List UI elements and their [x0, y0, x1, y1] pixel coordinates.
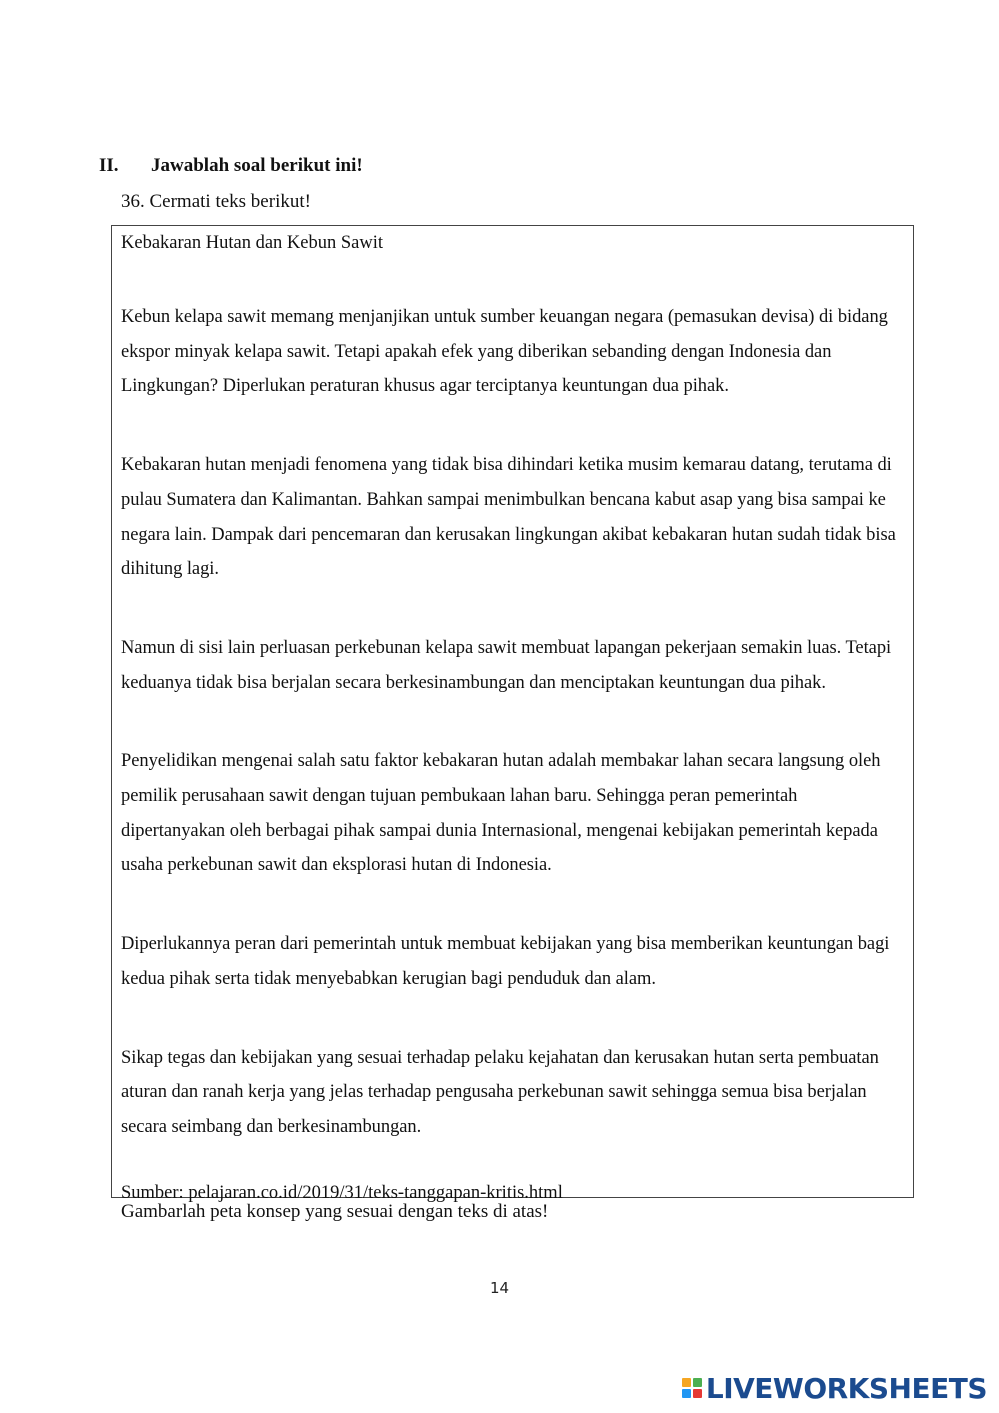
- section-number: II.: [99, 155, 119, 176]
- logo-mark-icon: [682, 1378, 702, 1398]
- logo-text: LIVEWORKSHEETS: [705, 1371, 987, 1405]
- article-paragraph: Kebakaran hutan menjadi fenomena yang tidak bisa dihindari ketika musim kemarau datang, terutama di pulau Sumatera dan Kalimantan. Bahkan sampai menimbulkan bencana kabut asap yang bisa sampai ke negara lain. Dampak dari pencemaran dan kerusakan lingkungan akibat kebakaran hutan sudah tidak bisa dihitung lagi.: [121, 455, 896, 580]
- article-paragraph: Kebun kelapa sawit memang menjanjikan untuk sumber keuangan negara (pemasukan devisa) di bidang ekspor minyak kelapa sawit. Tetapi apakah efek yang diberikan sebanding dengan Indonesia dan Lingkungan? Diperlukan peraturan khusus agar terciptanya keuntungan dua pihak.: [121, 307, 888, 397]
- article-paragraph: Sikap tegas dan kebijakan yang sesuai terhadap pelaku kejahatan dan kerusakan hutan serta pembuatan aturan dan ranah kerja yang jelas terhadap pengusaha perkebunan sawit sehingga semua bisa berjalan secara seimbang dan berkesinambungan.: [121, 1047, 879, 1137]
- section-heading: [99, 155, 363, 177]
- article-box: [111, 225, 914, 1203]
- page-number: 14: [489, 1279, 510, 1297]
- article-source: Sumber: pelajaran.co.id/2019/31/teks-tanggapan-kritis.html: [121, 1182, 563, 1203]
- section-title: Jawablah soal berikut ini!: [151, 155, 363, 176]
- logo-square: [682, 1378, 691, 1387]
- article-paragraph: Diperlukannya peran dari pemerintah untuk membuat kebijakan yang bisa memberikan keuntungan bagi kedua pihak serta tidak menyebabkan kerugian bagi penduduk dan alam.: [121, 934, 890, 989]
- question-intro: 36. Cermati teks berikut!: [121, 191, 311, 212]
- liveworksheets-logo[interactable]: [682, 1371, 987, 1405]
- instruction-text: Gambarlah peta konsep yang sesuai dengan teks di atas!: [121, 1201, 549, 1222]
- article-paragraph: Namun di sisi lain perluasan perkebunan kelapa sawit membuat lapangan pekerjaan semakin luas. Tetapi keduanya tidak bisa berjalan secara berkesinambungan dan menciptakan keuntungan dua pihak.: [121, 637, 892, 693]
- article-title: Kebakaran Hutan dan Kebun Sawit: [121, 233, 383, 253]
- logo-square: [693, 1389, 702, 1398]
- logo-square: [693, 1378, 702, 1387]
- logo-square: [682, 1389, 691, 1398]
- article-paragraph: Penyelidikan mengenai salah satu faktor kebakaran hutan adalah membakar lahan secara langsung oleh pemilik perusahaan sawit dengan tujuan pembukaan lahan baru. Sehingga peran pemerintah dipertanyakan oleh berbagai pihak sampai dunia Internasional, mengenai kebijakan pemerintah kepada usaha perkebunan sawit dan eksplorasi hutan di Indonesia.: [121, 751, 881, 876]
